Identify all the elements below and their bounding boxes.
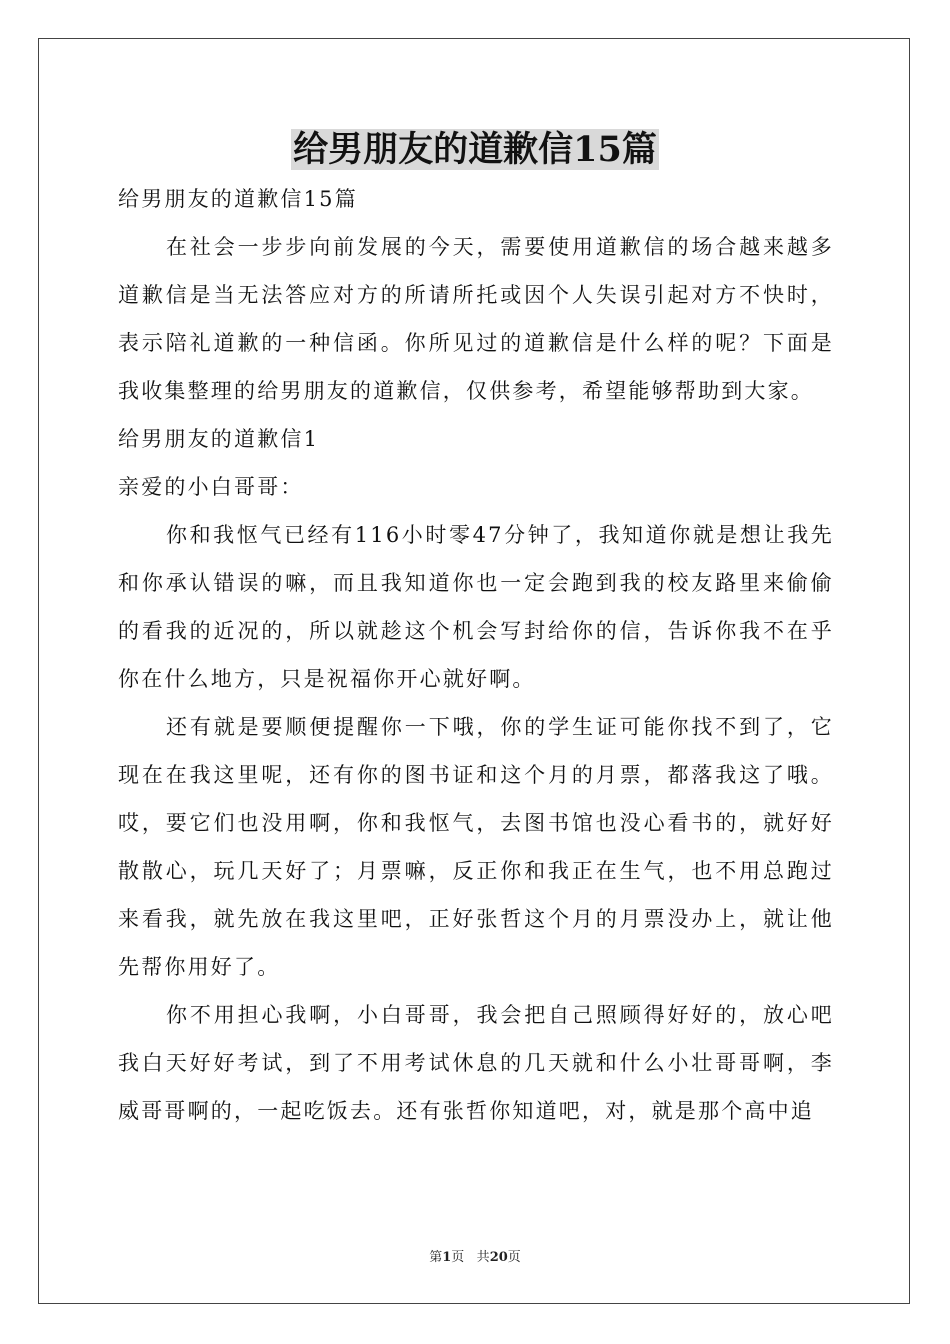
page-prefix: 第 (429, 1250, 443, 1265)
body-paragraph: 给男朋友的道歉信1 (118, 427, 320, 451)
page-footer (0, 1246, 950, 1265)
page-suffix: 页 (451, 1250, 465, 1265)
page-number: 1 (442, 1250, 452, 1265)
body-paragraph: 还有就是要顺便提醒你一下哦，你的学生证可能你找不到了，它现在在我这里呢，还有你的图书证和这个月的月票，都落我这了哦。哎，要它们也没用啊，你和我怄气，去图书馆也没心看书的，就好好散散心，玩几天好了；月票嘛，反正你和我正在生气，也不用总跑过来看我，就先放在我这里吧，正好张哲这个月的月票没办上，就让他先帮你用好了。 (118, 715, 834, 979)
body-paragraph: 在社会一步步向前发展的今天，需要使用道歉信的场合越来越多道歉信是当无法答应对方的所请所托或因个人失误引起对方不快时，表示陪礼道歉的一种信函。你所见过的道歉信是什么样的呢？下面是我收集整理的给男朋友的道歉信，仅供参考，希望能够帮助到大家。 (118, 235, 834, 403)
document-body (118, 175, 834, 1135)
body-paragraph: 你和我怄气已经有116小时零47分钟了，我知道你就是想让我先和你承认错误的嘛，而且我知道你也一定会跑到我的校友路里来偷偷的看我的近况的，所以就趁这个机会写封给你的信，告诉你我不在乎你在什么地方，只是祝福你开心就好啊。 (118, 523, 834, 691)
document-title-text: 给男朋友的道歉信15篇 (293, 129, 657, 170)
body-paragraph: 你不用担心我啊，小白哥哥，我会把自己照顾得好好的，放心吧我白天好好考试，到了不用考试休息的几天就和什么小壮哥哥啊，李威哥哥啊的，一起吃饭去。还有张哲你知道吧，对，就是那个高中追 (118, 1003, 834, 1123)
total-pages: 20 (489, 1250, 508, 1265)
total-prefix: 共 (476, 1250, 490, 1265)
body-paragraph: 亲爱的小白哥哥： (118, 475, 304, 499)
document-title (0, 126, 950, 174)
total-suffix: 页 (507, 1250, 521, 1265)
body-paragraph: 给男朋友的道歉信15篇 (118, 187, 358, 211)
